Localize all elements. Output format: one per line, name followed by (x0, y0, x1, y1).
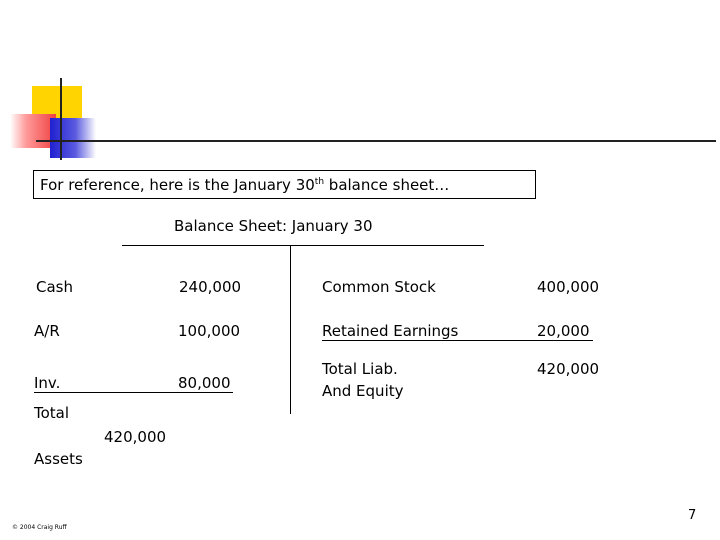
equity-value-retained-earnings: 20,000 (537, 322, 590, 340)
asset-value-ar: 100,000 (178, 322, 241, 340)
page-number: 7 (688, 508, 697, 523)
balance-sheet-title: Balance Sheet: January 30 (174, 217, 373, 235)
title-underline (122, 245, 484, 246)
asset-value-inv: 80,000 (178, 374, 231, 392)
total-liab-equity-value: 420,000 (537, 360, 600, 378)
asset-value-cash: 240,000 (179, 278, 242, 296)
callout-text-end: balance sheet… (324, 176, 450, 194)
equity-label-retained-earnings: Retained Earnings (322, 322, 459, 340)
callout-superscript: th (314, 177, 325, 187)
total-assets-value: 420,000 (104, 428, 167, 446)
equity-label-common-stock: Common Stock (322, 278, 436, 296)
callout-text-main: For reference, here is the January 30 (40, 176, 315, 194)
logo-blue-square (50, 118, 96, 158)
total-assets-label-line1: Total (34, 404, 70, 422)
equity-total-underline (322, 340, 593, 341)
total-liab-equity-label-line2: And Equity (322, 382, 404, 400)
logo-vertical-rule (60, 78, 62, 160)
total-liab-equity-label-line1: Total Liab. (322, 360, 398, 378)
copyright-footer: © 2004 Craig Ruff (12, 524, 67, 531)
assets-total-underline (34, 392, 233, 393)
asset-label-cash: Cash (36, 278, 73, 296)
total-assets-label-line2: Assets (34, 450, 83, 468)
asset-label-inv: Inv. (34, 374, 61, 392)
asset-label-ar: A/R (34, 322, 60, 340)
callout-text (40, 176, 449, 194)
equity-value-common-stock: 400,000 (537, 278, 600, 296)
t-account-divider (290, 246, 291, 414)
header-rule (36, 140, 716, 142)
